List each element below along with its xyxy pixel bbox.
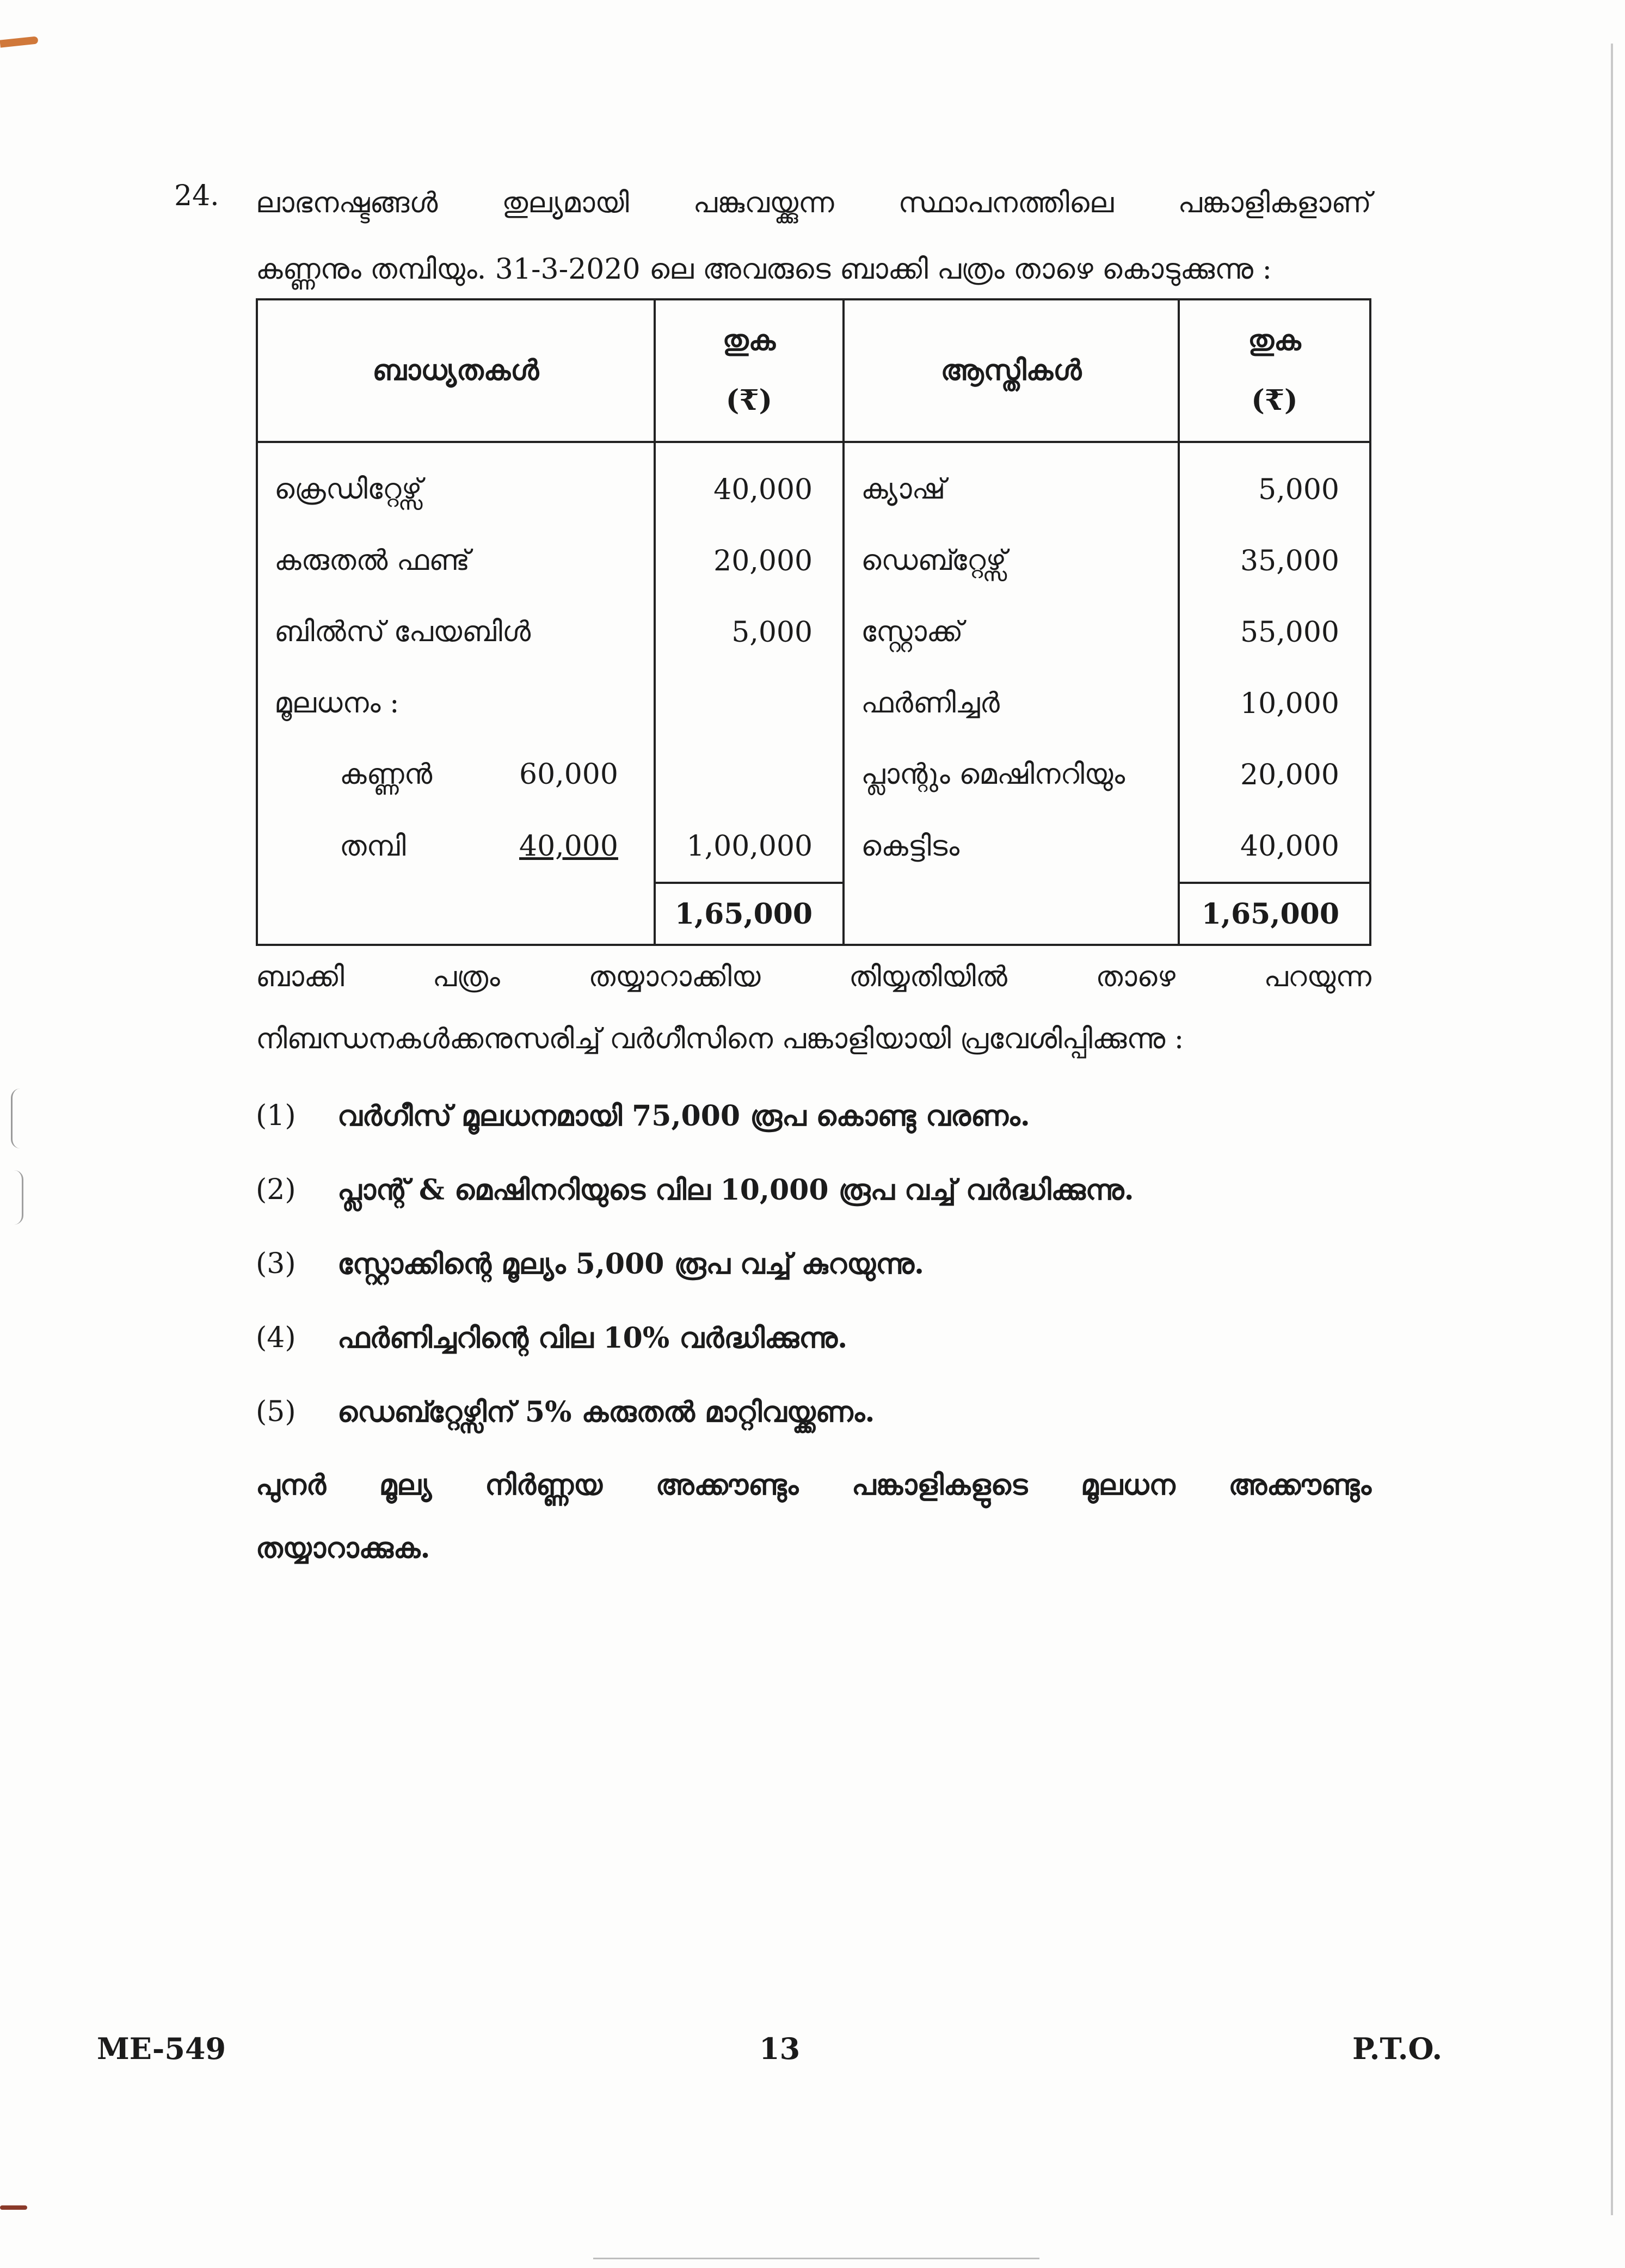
header-amount-label: തുക [722, 324, 776, 357]
partner-capital: 60,000 [519, 758, 618, 791]
pto-label: P.T.O. [1352, 2031, 1443, 2066]
asset-amount: 35,000 [1179, 525, 1370, 597]
question-intro-line-1: ലാഭനഷ്ടങ്ങൾ തുല്യമായി പങ്കുവയ്ക്കുന്ന സ്ഥാപനത്തിലെ പങ്കാളികളാണ് [256, 187, 1371, 219]
header-amount-label: തുക [1248, 324, 1301, 357]
liability-label: ക്രെഡിറ്റേഴ്സ് [257, 442, 655, 525]
condition-text: സ്റ്റോക്കിന്റെ മൂല്യം 5,000 രൂപ വച്ച് കുറയുന്നു. [337, 1247, 925, 1281]
asset-label: ക്യാഷ് [844, 442, 1179, 525]
asset-label: കെട്ടിടം [844, 810, 1179, 883]
paper-code: ME-549 [97, 2031, 226, 2066]
asset-label: ഡെബ്റ്റേഴ്സ് [844, 525, 1179, 597]
page-number: 13 [759, 2031, 801, 2066]
liability-label: കരുതൽ ഫണ്ട് [257, 525, 655, 597]
table-row [257, 739, 1370, 810]
partner-name: തമ്പി [340, 830, 406, 863]
capital-total: 1,00,000 [655, 810, 844, 883]
empty-cell [844, 883, 1179, 945]
condition-item [256, 1173, 1134, 1207]
admission-line-1: ബാക്കി പത്രം തയ്യാറാക്കിയ തിയ്യതിയിൽ താഴെ പറയുന്ന [256, 961, 1371, 993]
liability-amount: 5,000 [655, 597, 844, 668]
total-liabilities: 1,65,000 [655, 883, 844, 945]
capital-cell [257, 739, 655, 810]
header-liabilities-amount [655, 299, 844, 442]
liability-amount [655, 668, 844, 739]
asset-label: ഫർണിച്ചർ [844, 668, 1179, 739]
pencil-mark [11, 1089, 20, 1148]
asset-amount: 40,000 [1179, 810, 1370, 883]
condition-number: (2) [256, 1173, 296, 1206]
header-liabilities: ബാധ്യതകൾ [257, 299, 655, 442]
header-assets-amount [1179, 299, 1370, 442]
asset-amount: 20,000 [1179, 739, 1370, 810]
asset-amount: 10,000 [1179, 668, 1370, 739]
condition-text: ഡെബ്റ്റേഴ്സിന് 5% കരുതൽ മാറ്റിവയ്ക്കണം. [337, 1396, 875, 1429]
task-line-2: തയ്യാറാക്കുക. [256, 1532, 430, 1565]
condition-number: (1) [256, 1099, 296, 1132]
asset-amount: 55,000 [1179, 597, 1370, 668]
liability-amount [655, 739, 844, 810]
table-row [257, 810, 1370, 883]
condition-item [256, 1099, 1030, 1133]
capital-cell [257, 810, 655, 883]
liability-amount: 40,000 [655, 442, 844, 525]
table-row [257, 597, 1370, 668]
question-intro-line-2: കണ്ണനും തമ്പിയും. 31-3-2020 ലെ അവരുടെ ബാക്കി പത്രം താഴെ കൊടുക്കുന്നു : [256, 253, 1272, 286]
condition-number: (5) [256, 1396, 296, 1428]
asset-label: സ്റ്റോക്ക് [844, 597, 1179, 668]
page-edge-line [1611, 44, 1613, 2215]
empty-cell [257, 883, 655, 945]
total-assets: 1,65,000 [1179, 883, 1370, 945]
total-row [257, 883, 1370, 945]
scan-edge-mark [0, 36, 39, 47]
balance-sheet-table [256, 298, 1371, 946]
condition-number: (3) [256, 1247, 296, 1280]
table-row [257, 668, 1370, 739]
asset-label: പ്ലാന്റും മെഷിനറിയും [844, 739, 1179, 810]
liability-amount: 20,000 [655, 525, 844, 597]
header-assets: ആസ്തികൾ [844, 299, 1179, 442]
condition-text: വർഗീസ് മൂലധനമായി 75,000 രൂപ കൊണ്ടു വരണം. [337, 1099, 1030, 1133]
liability-label: ബിൽസ് പേയബിൾ [257, 597, 655, 668]
bottom-rule [593, 2258, 1039, 2259]
condition-text: പ്ലാന്റ് & മെഷിനറിയുടെ വില 10,000 രൂപ വച്ച് വർദ്ധിക്കുന്നു. [337, 1173, 1134, 1207]
table-row [257, 442, 1370, 525]
question-number: 24. [174, 180, 219, 212]
condition-number: (4) [256, 1322, 296, 1354]
liability-label: മൂലധനം : [257, 668, 655, 739]
condition-item [256, 1322, 847, 1355]
task-line-1: പുനർ മൂല്യ നിർണ്ണയ അക്കൗണ്ടും പങ്കാളികളുടെ മൂലധന അക്കൗണ്ടും [256, 1468, 1371, 1502]
partner-name: കണ്ണൻ [340, 758, 433, 791]
asset-amount: 5,000 [1179, 442, 1370, 525]
pencil-mark [14, 1170, 23, 1225]
admission-line-2: നിബന്ധനകൾക്കനുസരിച്ച് വർഗീസിനെ പങ്കാളിയായി പ്രവേശിപ്പിക്കുന്നു : [256, 1023, 1184, 1055]
condition-item [256, 1247, 924, 1281]
header-currency: (₹) [1251, 384, 1298, 417]
header-currency: (₹) [725, 384, 773, 417]
partner-capital: 40,000 [519, 830, 618, 863]
condition-item [256, 1396, 875, 1429]
scan-edge-mark [0, 2205, 27, 2210]
table-row [257, 525, 1370, 597]
condition-text: ഫർണിച്ചറിന്റെ വില 10% വർദ്ധിക്കുന്നു. [337, 1322, 848, 1355]
